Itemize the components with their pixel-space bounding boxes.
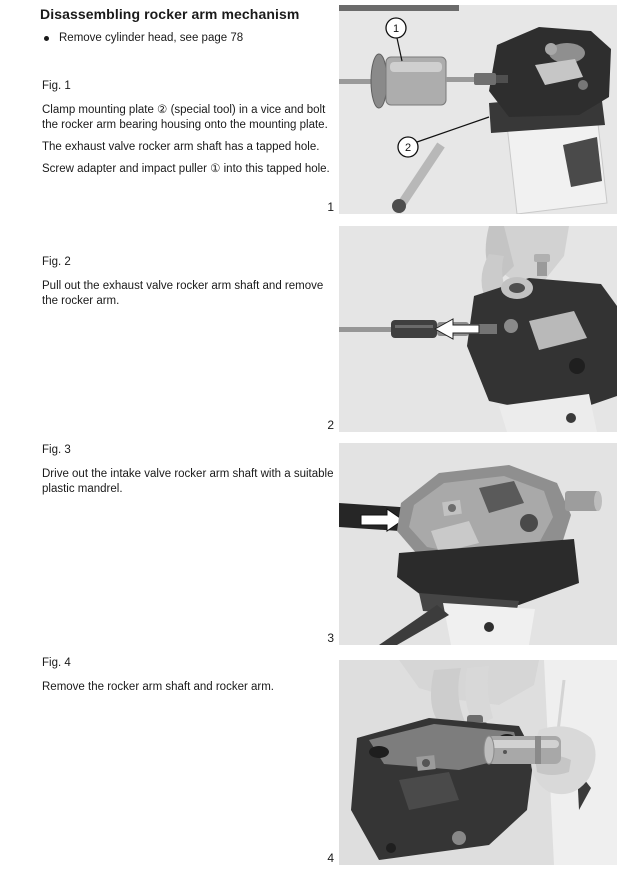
figure-4-text-block xyxy=(40,656,336,703)
protruding-rocker-arm-shaft xyxy=(565,491,602,511)
figure-4-photo xyxy=(339,660,617,865)
figure-3-photo xyxy=(339,443,617,645)
figure-1-paragraph: Clamp mounting plate ② (special tool) in a vice and bolt the rocker arm bearing housing onto the mounting plate. xyxy=(42,104,328,131)
figure-1-text-block xyxy=(40,79,336,184)
photo-4-index: 4 xyxy=(327,851,334,865)
rocker-arm-shaft xyxy=(484,736,561,764)
figure-2-label: Fig. 2 xyxy=(42,256,71,268)
figure-4-label: Fig. 4 xyxy=(42,657,71,669)
figure-3-text-block xyxy=(40,443,336,504)
photo-remove-shaft-scene xyxy=(339,660,617,865)
bullet-icon xyxy=(44,36,49,41)
photo-impact-puller-scene xyxy=(339,5,617,214)
figure-1-paragraph: The exhaust valve rocker arm shaft has a tapped hole. xyxy=(42,140,320,153)
figure-1-label: Fig. 1 xyxy=(42,80,71,92)
figure-3-label: Fig. 3 xyxy=(42,444,71,456)
photo-edge-shadow xyxy=(339,5,459,11)
photo-3-index: 3 xyxy=(327,631,334,645)
page-title: Disassembling rocker arm mechanism xyxy=(40,6,300,22)
callout-1-number: 1 xyxy=(392,23,400,35)
figure-4-paragraph: Remove the rocker arm shaft and rocker arm. xyxy=(42,681,274,694)
figure-1-photo xyxy=(339,5,617,214)
callout-2-number: 2 xyxy=(404,142,412,154)
photo-2-index: 2 xyxy=(327,418,334,432)
figure-2-text-block xyxy=(40,255,336,316)
photo-1-index: 1 xyxy=(327,200,334,214)
figure-2-paragraph: Pull out the exhaust valve rocker arm shaft and remove the rocker arm. xyxy=(42,280,324,307)
bullet-item xyxy=(44,31,334,45)
photo-mandrel-scene xyxy=(339,443,617,645)
figure-3-paragraph: Drive out the intake valve rocker arm shaft with a suitable plastic mandrel. xyxy=(42,468,334,495)
photo-pull-shaft-scene xyxy=(339,226,617,432)
figure-2-photo xyxy=(339,226,617,432)
figure-1-paragraph: Screw adapter and impact puller ① into this tapped hole. xyxy=(42,163,330,176)
bullet-text: Remove cylinder head, see page 78 xyxy=(59,32,244,44)
